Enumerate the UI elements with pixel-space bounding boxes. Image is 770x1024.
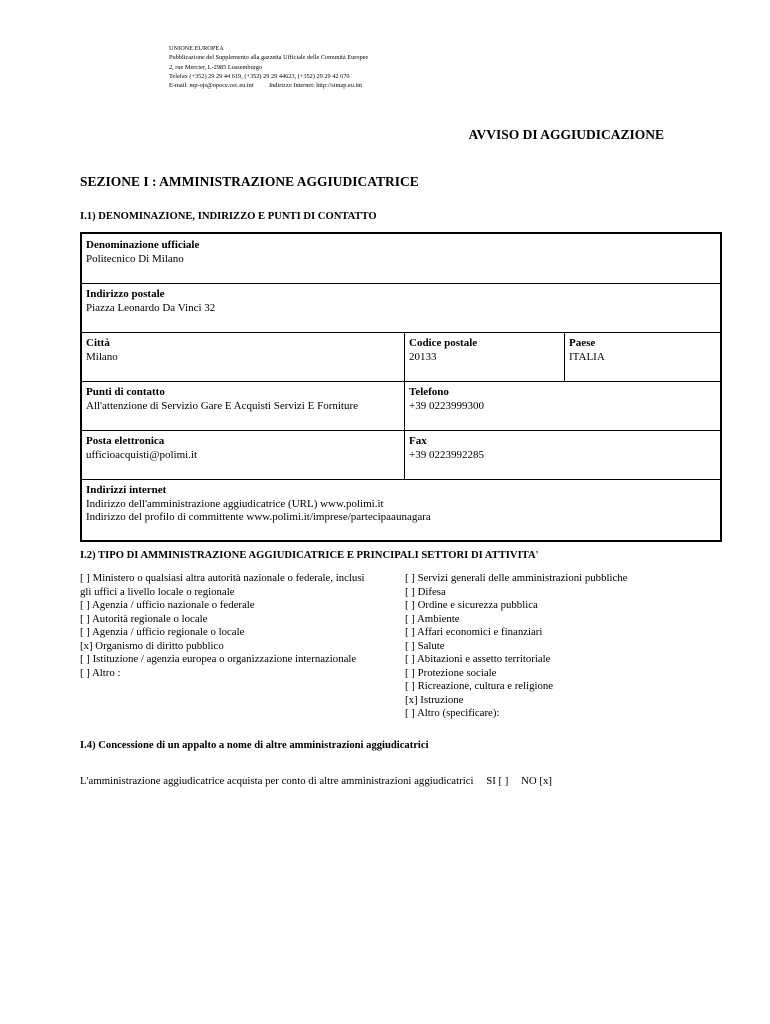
activity-sector-item: [ ] Ordine e sicurezza pubblica (405, 599, 538, 611)
activity-sector-item: [ ] Abitazioni e assetto territoriale (405, 653, 551, 665)
official-name-row (82, 234, 720, 284)
country-value: ITALIA (569, 350, 605, 363)
country-label: Paese (569, 337, 596, 349)
official-name-value: Politecnico Di Milano (86, 252, 184, 265)
i1-heading: I.1) DENOMINAZIONE, INDIRIZZO E PUNTI DI CONTATTO (80, 211, 377, 222)
authority-url: Indirizzo dell'amministrazione aggiudicatrice (URL) www.polimi.it (86, 497, 384, 510)
eu-header-contacts (169, 81, 368, 90)
email-label: Posta elettronica (86, 435, 165, 447)
address-label: Indirizzo postale (86, 288, 165, 300)
postal-code-value: 20133 (409, 350, 437, 363)
concession-text: L'amministrazione aggiudicatrice acquista per conto di altre amministrazioni aggiudicatrici (80, 775, 474, 787)
i2-heading: I.2) TIPO DI AMMINISTRAZIONE AGGIUDICATRICE E PRINCIPALI SETTORI DI ATTIVITA' (80, 550, 539, 561)
postal-code-label: Codice postale (409, 337, 478, 349)
activity-sector-item: [ ] Servizi generali delle amministrazioni pubbliche (405, 572, 628, 584)
eu-header-union: UNIONE EUROPEA (169, 45, 224, 52)
official-name-label: Denominazione ufficiale (86, 239, 200, 251)
eu-header-internet: Indirizzo Internet: http://simap.eu.int (269, 82, 363, 90)
eu-header (169, 44, 368, 90)
authority-type-list (80, 572, 405, 680)
activity-sector-item: [ ] Affari economici e finanziari (405, 626, 543, 638)
internet-row (82, 479, 720, 540)
authority-type-item: [ ] Istituzione / agenzia europea o organizzazione internazionale (80, 653, 357, 665)
authority-type-item: gli uffici a livello locale o regionale (80, 585, 235, 598)
buyer-profile-url: Indirizzo del profilo di committente www.polimi.it/imprese/partecipaaunagara (86, 511, 431, 523)
contact-point-label: Punti di contatto (86, 386, 165, 398)
country-cell (564, 332, 720, 381)
contact-point-value: All'attenzione di Servizio Gare E Acquisti Servizi E Forniture (86, 399, 359, 412)
authority-type-item: [ ] Autorità regionale o locale (80, 612, 208, 625)
address-value: Piazza Leonardo Da Vinci 32 (86, 301, 216, 314)
internet-label: Indirizzi internet (86, 484, 167, 496)
fax-value: +39 0223992285 (409, 448, 484, 461)
section-title: SEZIONE I : AMMINISTRAZIONE AGGIUDICATRICE (80, 174, 419, 189)
email-value: ufficioacquisti@polimi.it (86, 448, 198, 461)
fax-cell (404, 430, 720, 479)
authority-type-item: [ ] Ministero o qualsiasi altra autorità nazionale o federale, inclusi (80, 572, 365, 584)
address-cell (82, 283, 720, 332)
activity-sector-item: [ ] Difesa (405, 585, 446, 598)
fax-label: Fax (409, 435, 427, 447)
activity-sector-item: [ ] Altro (specificare): (405, 707, 500, 719)
phone-cell (404, 381, 720, 430)
address-row (82, 283, 720, 333)
activity-sector-item: [ ] Ambiente (405, 612, 460, 625)
email-cell (82, 430, 404, 479)
activity-sector-item: [x] Istruzione (405, 693, 464, 706)
concession-yes-option: SI [ ] (486, 775, 509, 787)
concession-statement (80, 775, 552, 787)
postal-code-cell (404, 332, 564, 381)
internet-cell (82, 479, 720, 540)
activity-sector-item: [ ] Protezione sociale (405, 666, 497, 679)
document-title: AVVISO DI AGGIUDICAZIONE (468, 127, 664, 142)
activity-sector-item: [ ] Ricreazione, cultura e religione (405, 680, 554, 692)
contact-point-cell (82, 381, 404, 430)
city-cell (82, 332, 404, 381)
eu-header-publication: Pubblicazione del Supplemento alla gazzetta Ufficiale delle Comunità Europee (169, 54, 369, 62)
contact-row (82, 381, 720, 431)
authority-type-item: [x] Organismo di diritto pubblico (80, 639, 224, 652)
official-name-cell (82, 234, 720, 283)
i4-heading: I.4) Concessione di un appalto a nome di altre amministrazioni aggiudicatrici (80, 740, 429, 751)
contact-table (80, 232, 722, 542)
phone-label: Telefono (409, 386, 449, 398)
eu-header-address: 2, rue Mercier, L-2985 Lussemburgo (169, 63, 263, 71)
concession-no-option: NO [x] (521, 775, 552, 787)
email-fax-row (82, 430, 720, 480)
eu-header-email: E-mail: mp-ojs@opoce.cec.eu.int (169, 82, 254, 90)
eu-header-telefax: Telefax (+352) 29 29 44 619, (+352) 29 29 44623, (+352) 29 29 42 670 (169, 72, 350, 80)
phone-value: +39 0223999300 (409, 399, 484, 412)
activity-sector-list (405, 572, 725, 721)
authority-type-item: [ ] Altro : (80, 666, 121, 679)
city-value: Milano (86, 350, 118, 363)
city-row (82, 332, 720, 382)
city-label: Città (86, 337, 110, 349)
authority-type-item: [ ] Agenzia / ufficio nazionale o federale (80, 599, 255, 611)
activity-sector-item: [ ] Salute (405, 639, 445, 652)
authority-type-item: [ ] Agenzia / ufficio regionale o locale (80, 626, 245, 638)
